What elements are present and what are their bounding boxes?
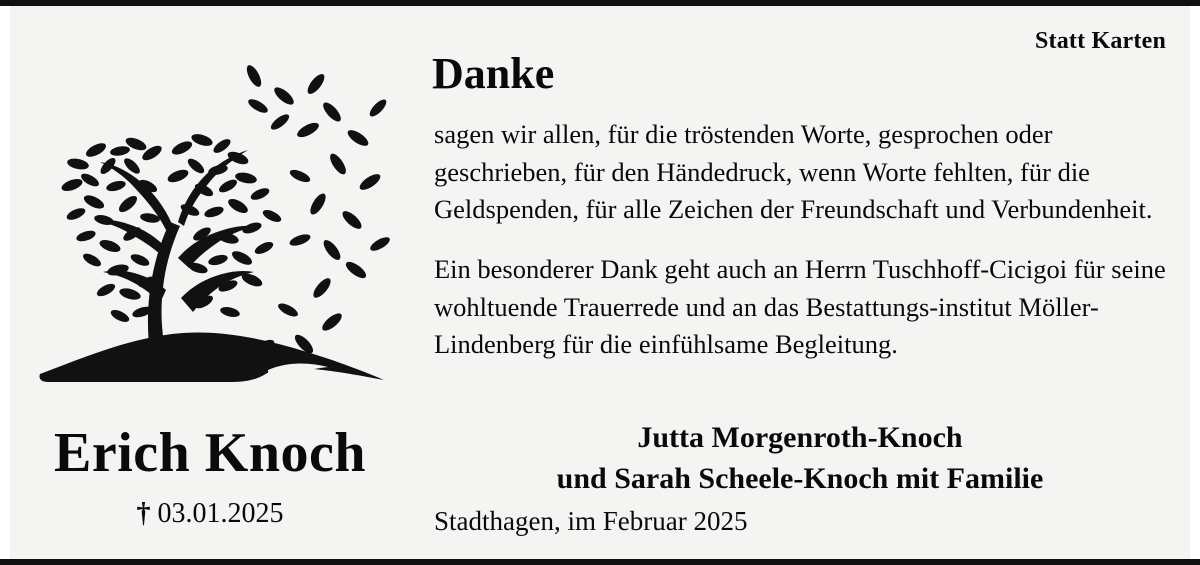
page-title: Danke: [432, 49, 555, 98]
obituary-inner: [10, 6, 1190, 559]
statt-karten-note: Statt Karten: [1034, 28, 1166, 54]
deceased-name: Erich Knoch: [54, 422, 366, 484]
thanks-body: [434, 116, 1166, 364]
place-and-date: Stadthagen, im Februar 2025: [434, 506, 748, 536]
signature-block: [434, 418, 1166, 499]
signature-line-2: und Sarah Scheele-Knoch mit Familie: [556, 461, 1044, 495]
thanks-paragraph-1: sagen wir allen, für die tröstenden Worte, gesprochen oder geschrieben, für den Händedruck, wenn Worte fehlten, für die Geldspenden, für alle Zeichen der Freundschaft und Verbundenheit.: [434, 119, 1153, 225]
signature-line-1: Jutta Morgenroth-Knoch: [637, 421, 963, 454]
deceased-date: [10, 498, 410, 530]
left-column: [10, 6, 410, 559]
windblown-tree-illustration-icon: [32, 54, 392, 399]
cross-icon: †: [136, 498, 151, 529]
deceased-date-value: 03.01.2025: [157, 498, 284, 529]
thanks-paragraph-2: Ein besonderer Dank geht auch an Herrn Tuschhoff-Cicigoi für seine wohltuende Trauerrede und an das Bestattungs-institut Möller-Lindenberg für die einfühlsame Begleitung.: [434, 253, 1166, 360]
right-column: [420, 6, 1166, 559]
